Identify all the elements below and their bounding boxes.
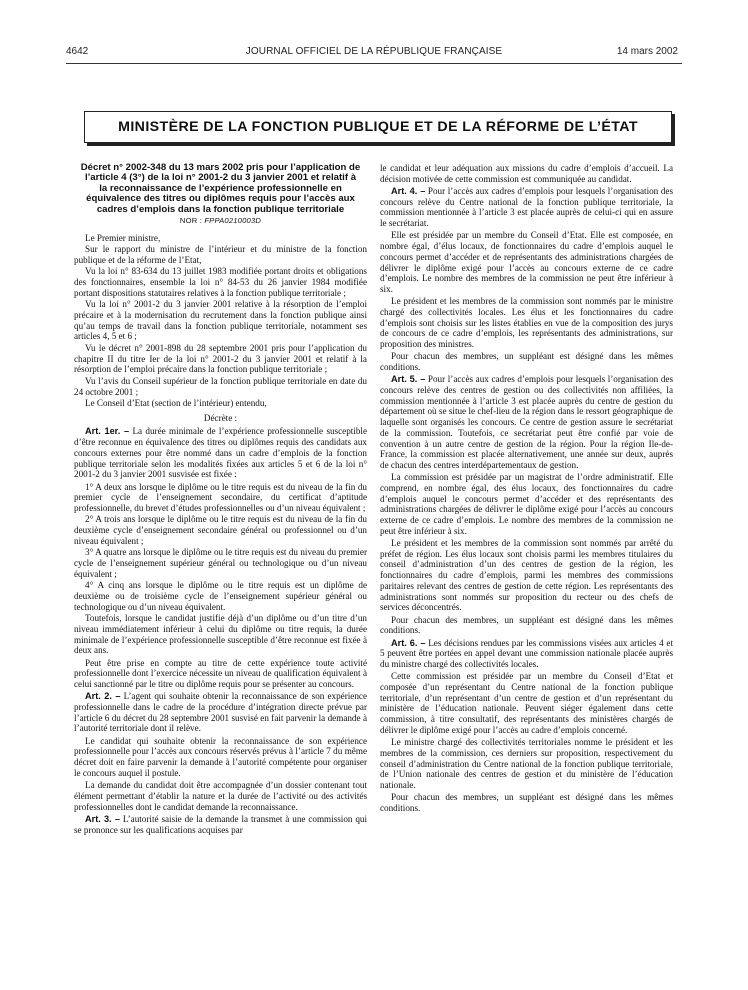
article-label: Art. 3. – — [85, 813, 120, 824]
article-label: Art. 5. – — [391, 374, 426, 385]
article-6 — [380, 638, 673, 670]
decrete-heading: Décrète : — [203, 412, 238, 423]
article-1 — [74, 426, 367, 480]
list-item: 3° A quatre ans lorsque le diplôme ou le titre requis est du niveau du premier cycle de l’enseignement supérieur général ou technologique ou d’un niveau équivalent ; — [74, 547, 367, 579]
article-label: Art. 4. – — [391, 186, 426, 196]
article-text: Pour l’accès aux cadres d’emplois pour lesquels l’organisation des concours relève du Centre national de la fonction publique territoriale, la commission mentionnée à l’article 3 est placée auprès de celui-ci qui en assure le secrétariat. — [380, 186, 674, 229]
article-3-continued: le candidat et leur adéquation aux missions du cadre d’emplois d’accueil. La décision motivée de cette commission est communiquée au candidat. — [380, 163, 673, 184]
article-paragraph: La demande du candidat doit être accompagnée d’un dossier contenant tout élément permettant d’établir la nature et la durée de l’activité ou des activités professionnelles dont le candidat demande la reconnaissance. — [74, 780, 367, 812]
preamble-paragraph: Vu le décret n° 2001-898 du 28 septembre 2001 pris pour l’application du chapitre II du titre Ier de la loi n° 2001-2 du 3 janvier 2001 et relatif à la résorption de l’emploi précaire dans la fonction publique territoriale ; — [74, 342, 367, 375]
list-item: 1° A deux ans lorsque le diplôme ou le titre requis est du niveau de la fin du premier cycle de l’enseignement secondaire, du certificat d’aptitude professionnelle, du brevet d’études professionnelles ou d’un niveau équivalent ; — [74, 481, 367, 513]
ministry-banner: MINISTÈRE DE LA FONCTION PUBLIQUE ET DE LA RÉFORME DE L’ÉTAT — [84, 111, 672, 143]
article-paragraph: Cette commission est présidée par un membre du Conseil d’Etat et composée d’un représentant du Centre national de la fonction publique territoriale, d’un représentant d’un centre de gestion et d’un représentant du ministère de l’éducation nationale. Peuvent siéger également dans cette commission, à titre consultatif, des représentants des ministères chargés de délivrer le diplôme exigé pour l’accès au cadre d’emplois concerné. — [380, 671, 673, 735]
article-text: Pour l’accès aux cadres d’emplois pour lesquels l’organisation des concours relève des centres de gestion ou des collectivités non affiliées, la commission mentionnée à l’article 3 est placée auprès du centre de gestion du département où se situe le chef-lieu de la région dans le ressort géographique de laquelle sont organisés les concours. Ce centre de gestion assure le secrétariat de la commission. Toutefois, ce secrétariat peut être confié par voie de convention à un autre centre de gestion de la région. Pour la région Ile-de-France, la commission est placée alternativement, une année sur deux, auprès de chacun des centres interdépartementaux de gestion. — [380, 374, 674, 470]
article-label: Art. 1er. – — [85, 426, 130, 437]
running-header — [0, 46, 748, 60]
article-label: Art. 2. – — [85, 691, 121, 702]
journal-title: JOURNAL OFFICIEL DE LA RÉPUBLIQUE FRANÇAISE — [245, 46, 503, 57]
page-number: 4642 — [66, 46, 89, 57]
preamble-paragraph: Vu la loi n° 83-634 du 13 juillet 1983 modifiée portant droits et obligations des fonctionnaires, ensemble la loi n° 84-53 du 26 janvier 1984 modifiée portant dispositions statutaires relatives à la fonction publique territoriale ; — [74, 266, 367, 298]
preamble-paragraph: Le Premier ministre, — [85, 232, 161, 243]
article-3 — [74, 814, 367, 835]
article-paragraph: Toutefois, lorsque le candidat justifie déjà d’un diplôme ou d’un titre d’un niveau immédiatement inférieur à celui du diplôme ou titre requis, la durée minimale de l’expérience professionnelle susceptible d’être reconnue est fixée à deux ans. — [74, 613, 367, 656]
article-paragraph: La commission est présidée par un magistrat de l’ordre administratif. Elle comprend, en nombre égal, des élus locaux, des fonctionnaires du cadre d’emplois auquel le concours permet d’accéder et des représentants des administrations chargées de délivrer le diplôme exigé pour l’accès au concours externe de ce cadre d’emplois. Le nombre des membres de la commission ne peut être inférieur à six. — [380, 472, 673, 536]
article-paragraph: Le ministre chargé des collectivités territoriales nomme le président et les membres de la commission, ces derniers sur proposition, respectivement du conseil d’administration du Centre national de la fonction publique territoriale, de l’Union nationale des centres de gestion et du ministère de l’éducation nationale. — [380, 737, 673, 790]
article-text: Les décisions rendues par les commissions visées aux articles 4 et 5 peuvent être portées en appel devant une commission nationale placée auprès du ministre chargé des collectivités locales. — [380, 637, 673, 669]
list-item: 4° A cinq ans lorsque le diplôme ou le titre requis est un diplôme de deuxième ou de troisième cycle de l’enseignement supérieur général ou technologique ou d’un niveau équivalent. — [74, 580, 367, 612]
article-paragraph: Peut être prise en compte au titre de cette expérience toute activité professionnelle dont l’exercice nécessite un niveau de qualification équivalent à celui sanctionné par le titre ou diplôme requis pour se présenter au concours. — [74, 657, 367, 690]
preamble-paragraph: Sur le rapport du ministre de l’intérieur et du ministre de la fonction publique et de la réforme de l’Etat, — [74, 244, 367, 265]
nor-reference — [74, 216, 367, 227]
decree-title: Décret n° 2002-348 du 13 mars 2002 pris pour l’application de l’article 4 (3°) de la loi n° 2001-2 du 3 janvier 2001 et relatif à la reconnaissance de l’expérience professionnelle en équivalence des titres ou diplômes requis pour l’accès aux cadres d’emplois dans la fonction publique territoriale — [80, 162, 361, 215]
article-4 — [380, 186, 673, 229]
article-2 — [74, 691, 367, 734]
article-paragraph: Elle est présidée par un membre du Conseil d’Etat. Elle est composée, en nombre égal, d’élus locaux, de fonctionnaires du cadre d’emplois auquel le concours permet d’accéder et de représentants des administrations chargées de délivrer le diplôme exigé pour l’accès au concours externe de ce cadre d’emplois. Le nombre des membres de la commission ne peut être inférieur à six. — [380, 230, 673, 294]
preamble-paragraph: Vu la loi n° 2001-2 du 3 janvier 2001 relative à la résorption de l’emploi précaire et à la modernisation du recrutement dans la fonction publique ainsi qu’au temps de travail dans la fonction publique territoriale, notamment ses articles 4, 5 et 6 ; — [74, 299, 367, 342]
article-paragraph: Pour chacun des membres, un suppléant est désigné dans les mêmes conditions. — [380, 792, 673, 813]
issue-date: 14 mars 2002 — [616, 46, 678, 57]
nor-label: NOR : — [179, 216, 203, 226]
article-paragraph: Le candidat qui souhaite obtenir la reconnaissance de son expérience professionnelle pour l’accès aux concours réservés prévus à l’article 7 du même décret doit en faire parvenir la demande à l’autorité compétente pour organiser le concours auquel il postule. — [74, 735, 367, 778]
list-item: 2° A trois ans lorsque le diplôme ou le titre requis est du niveau de la fin du deuxième cycle d’enseignement secondaire général ou professionnel ou d’un niveau équivalent ; — [74, 514, 367, 546]
header-rule — [66, 63, 682, 64]
left-column — [74, 163, 367, 837]
article-paragraph: Le président et les membres de la commission sont nommés par le ministre chargé des collectivités locales. Les élus et les fonctionnaires du cadre d’emplois sont choisis sur les listes établies en vue de la composition des jurys de concours de ce cadre d’emplois, les représentants des administrations, sur proposition des ministres. — [380, 296, 673, 350]
article-5 — [380, 374, 673, 470]
article-paragraph: Le président et les membres de la commission sont nommés par arrêté du préfet de région. Les élus locaux sont choisis parmi les membres titulaires du conseil d’administration d’un des centres de gestion de la région, les fonctionnaires du cadre d’emplois, parmi les membres des commissions paritaires relevant des centres de gestion de cette région. Les représentants des administrations sont nommés sur proposition du recteur ou des chefs de services déconcentrés. — [380, 538, 673, 613]
article-paragraph: Pour chacun des membres, un suppléant est désigné dans les mêmes conditions. — [380, 614, 673, 636]
article-label: Art. 6. – — [391, 637, 426, 648]
preamble-paragraph: Le Conseil d’Etat (section de l’intérieur) entendu, — [85, 398, 267, 409]
preamble-paragraph: Vu l’avis du Conseil supérieur de la fonction publique territoriale en date du 24 octobre 2001 ; — [74, 375, 367, 397]
article-paragraph: Pour chacun des membres, un suppléant est désigné dans les mêmes conditions. — [380, 351, 673, 373]
article-text: L’agent qui souhaite obtenir la reconnaissance de son expérience professionnelle dans le cadre de la procédure d’intégration directe prévue par l’article 6 du décret du 28 septembre 2001 susvisé en fait parvenir la demande à l’autorité territoriale dont il relève. — [74, 691, 367, 734]
nor-code: FPPA0210003D — [204, 216, 262, 226]
right-column — [380, 163, 673, 815]
article-text: La durée minimale de l’expérience professionnelle susceptible d’être reconnue en équivalence des titres ou diplômes requis des candidats aux concours externes pour être nommé dans un cadre d’emplois de la fonction publique territoriale selon les modalités fixées aux articles 5 et 6 de la loi n° 2001-2 du 3 janvier 2001 susvisée est fixée : — [74, 426, 367, 480]
article-text: L’autorité saisie de la demande la transmet à une commission qui se prononce sur les qualifications acquises par — [74, 813, 368, 835]
